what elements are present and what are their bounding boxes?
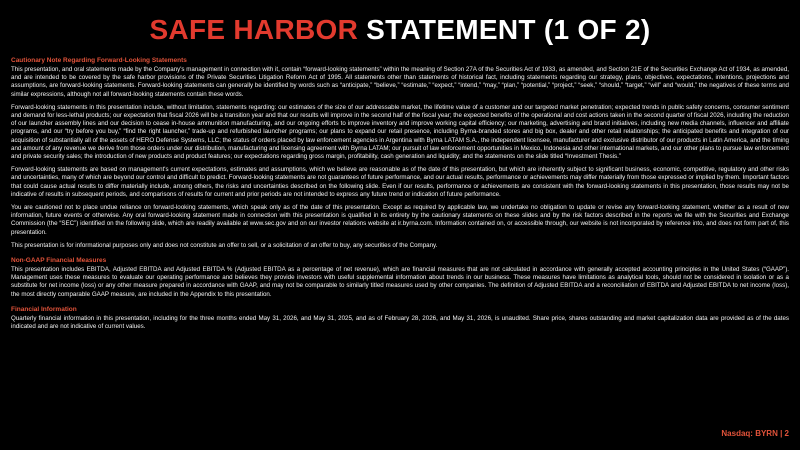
slide-body (11, 56, 789, 336)
forward-looking-paragraph-2: Forward-looking statements in this presentation include, without limitation, statements regarding: our estimates of the size of our addressable market, the lifetime value of a customer and our targeted market penetration; expected trends in public safety concerns, consumer sentiment and demand for less-lethal products; our expectation that fiscal 2026 will be a transition year and that our results will improve in the second half of the fiscal year; the expected benefits of the operational and cost actions taken in the second quarter of fiscal 2026, including the reduction of our launcher assembly lines and our decision to cease in-house ammunition manufacturing, and our ongoing efforts to improve inventory and improve working capital efficiency; our marketing, advertising and brand initiatives, including new media channels, influencer and affiliate programs, and our “try before you buy,” “find the right launcher,” trade-up and refurbished launcher programs; our plans to expand our retail presence, including Byrna-branded stores and big box, dealer and other retail relationships; the anticipated benefits and integration of our acquisition of substantially all of the assets of HERO Defense Systems, LLC; the status of orders placed by law enforcement agencies in Argentina with Byrna LATAM S.A., the independent licensee, manufacturer and exclusive distributor of our products in Latin America, and the timing and amount of any revenue we derive from those orders under our distribution, manufacturing and licensing agreement with Byrna LATAM; our pursuit of law enforcement opportunities in Mexico, Indonesia and other international markets, and our other plans to pursue law enforcement and private security sales; the introduction of new products and product features; our expectations regarding gross margin, profitability, cash generation and liquidity; and the statements on the slide titled “Investment Thesis.” (11, 103, 789, 161)
slide-title-rest: STATEMENT (1 OF 2) (358, 14, 651, 45)
forward-looking-heading: Cautionary Note Regarding Forward-Looking Statements (11, 57, 187, 64)
non-gaap-paragraph: This presentation includes EBITDA, Adjusted EBITDA and Adjusted EBITDA % (Adjusted EBITDA as a percentage of net revenue), which are financial measures that are not calculated in accordance with generally accepted accounting principles in the United States (“GAAP”). Management uses these measures to evaluate our operating performance and believes they provide investors with useful supplemental information about trends in our business. These measures have limitations as analytical tools, should not be considered in isolation or as a substitute for net income (loss) or any other measure prepared in accordance with GAAP, and may not be comparable to similarly titled measures used by other companies. The definition of Adjusted EBITDA and a reconciliation of EBITDA and Adjusted EBITDA to net income (loss), the most directly comparable GAAP measure, are included in the Appendix to this presentation. (11, 266, 789, 298)
non-gaap-heading: Non-GAAP Financial Measures (11, 257, 107, 265)
forward-looking-paragraph-3: Forward-looking statements are based on management's current expectations, estimates and assumptions, which we believe are reasonable as of the date of this presentation, but which are inherently subject to significant business, economic, competitive, regulatory and other risks and uncertainties, many of which are beyond our control and difficult to predict. Forward-looking statements are not guarantees of future performance, and our actual results, performance or achievements may differ materially from those expressed or implied by them. Important factors that could cause actual results to differ materially include, among others, the risks and uncertainties described on the following slide. Even if our results, performance or achievements are consistent with the forward-looking statements in this presentation, those results may not be indicative of results in subsequent periods, and comparisons of results for current and prior periods are not intended to express any future trend or indication of future performance. (11, 166, 789, 198)
slide-title-accent: SAFE HARBOR (149, 14, 359, 45)
forward-looking-paragraph-4: You are cautioned not to place undue reliance on forward-looking statements, which speak only as of the date of this presentation. Except as required by applicable law, we undertake no obligation to update or revise any forward-looking statement, whether as a result of new information, future events or otherwise. Any oral forward-looking statement made in connection with this presentation is qualified in its entirety by the cautionary statements on these slides and by the risk factors described in the reports we file with the Securities and Exchange Commission (the “SEC”) identified on the following slide, which are readily available at www.sec.gov and on our investor relations website at ir.byrna.com. Information contained on, or accessible through, our website is not incorporated by reference into, and does not form part of, this presentation. (11, 204, 789, 236)
slide-title (0, 13, 800, 47)
financial-info-heading: Financial Information (11, 305, 77, 313)
financial-info-paragraph: Quarterly financial information in this presentation, including for the three months ended May 31, 2026, and May 31, 2025, and as of February 28, 2026, and May 31, 2026, is unaudited. Share price, shares outstanding and market capitalization data are provided as of the dates indicated and are not indicative of current values. (11, 314, 789, 331)
footer-ticker-page: Nasdaq: BYRN | 2 (721, 429, 789, 438)
forward-looking-paragraph-5: This presentation is for informational purposes only and does not constitute an offer to sell, or a solicitation of an offer to buy, any securities of the Company. (11, 241, 438, 249)
forward-looking-paragraph-1: This presentation, and oral statements made by the Company's management in connection with it, contain “forward-looking statements” within the meaning of Section 27A of the Securities Act of 1933, as amended, and Section 21E of the Securities Exchange Act of 1934, as amended, and are intended to be covered by the safe harbor provisions of the Private Securities Litigation Reform Act of 1995. All statements other than statements of historical fact, including statements regarding our strategy, plans, objectives, expectations, intentions, projections and assumptions, are forward-looking statements. Forward-looking statements can generally be identified by words such as “anticipate,” “believe,” “estimate,” “expect,” “intend,” “may,” “plan,” “potential,” “project,” “seek,” “should,” “target,” “will” and “would,” the negatives of these terms and similar expressions, although not all forward-looking statements contain these words. (11, 66, 789, 98)
